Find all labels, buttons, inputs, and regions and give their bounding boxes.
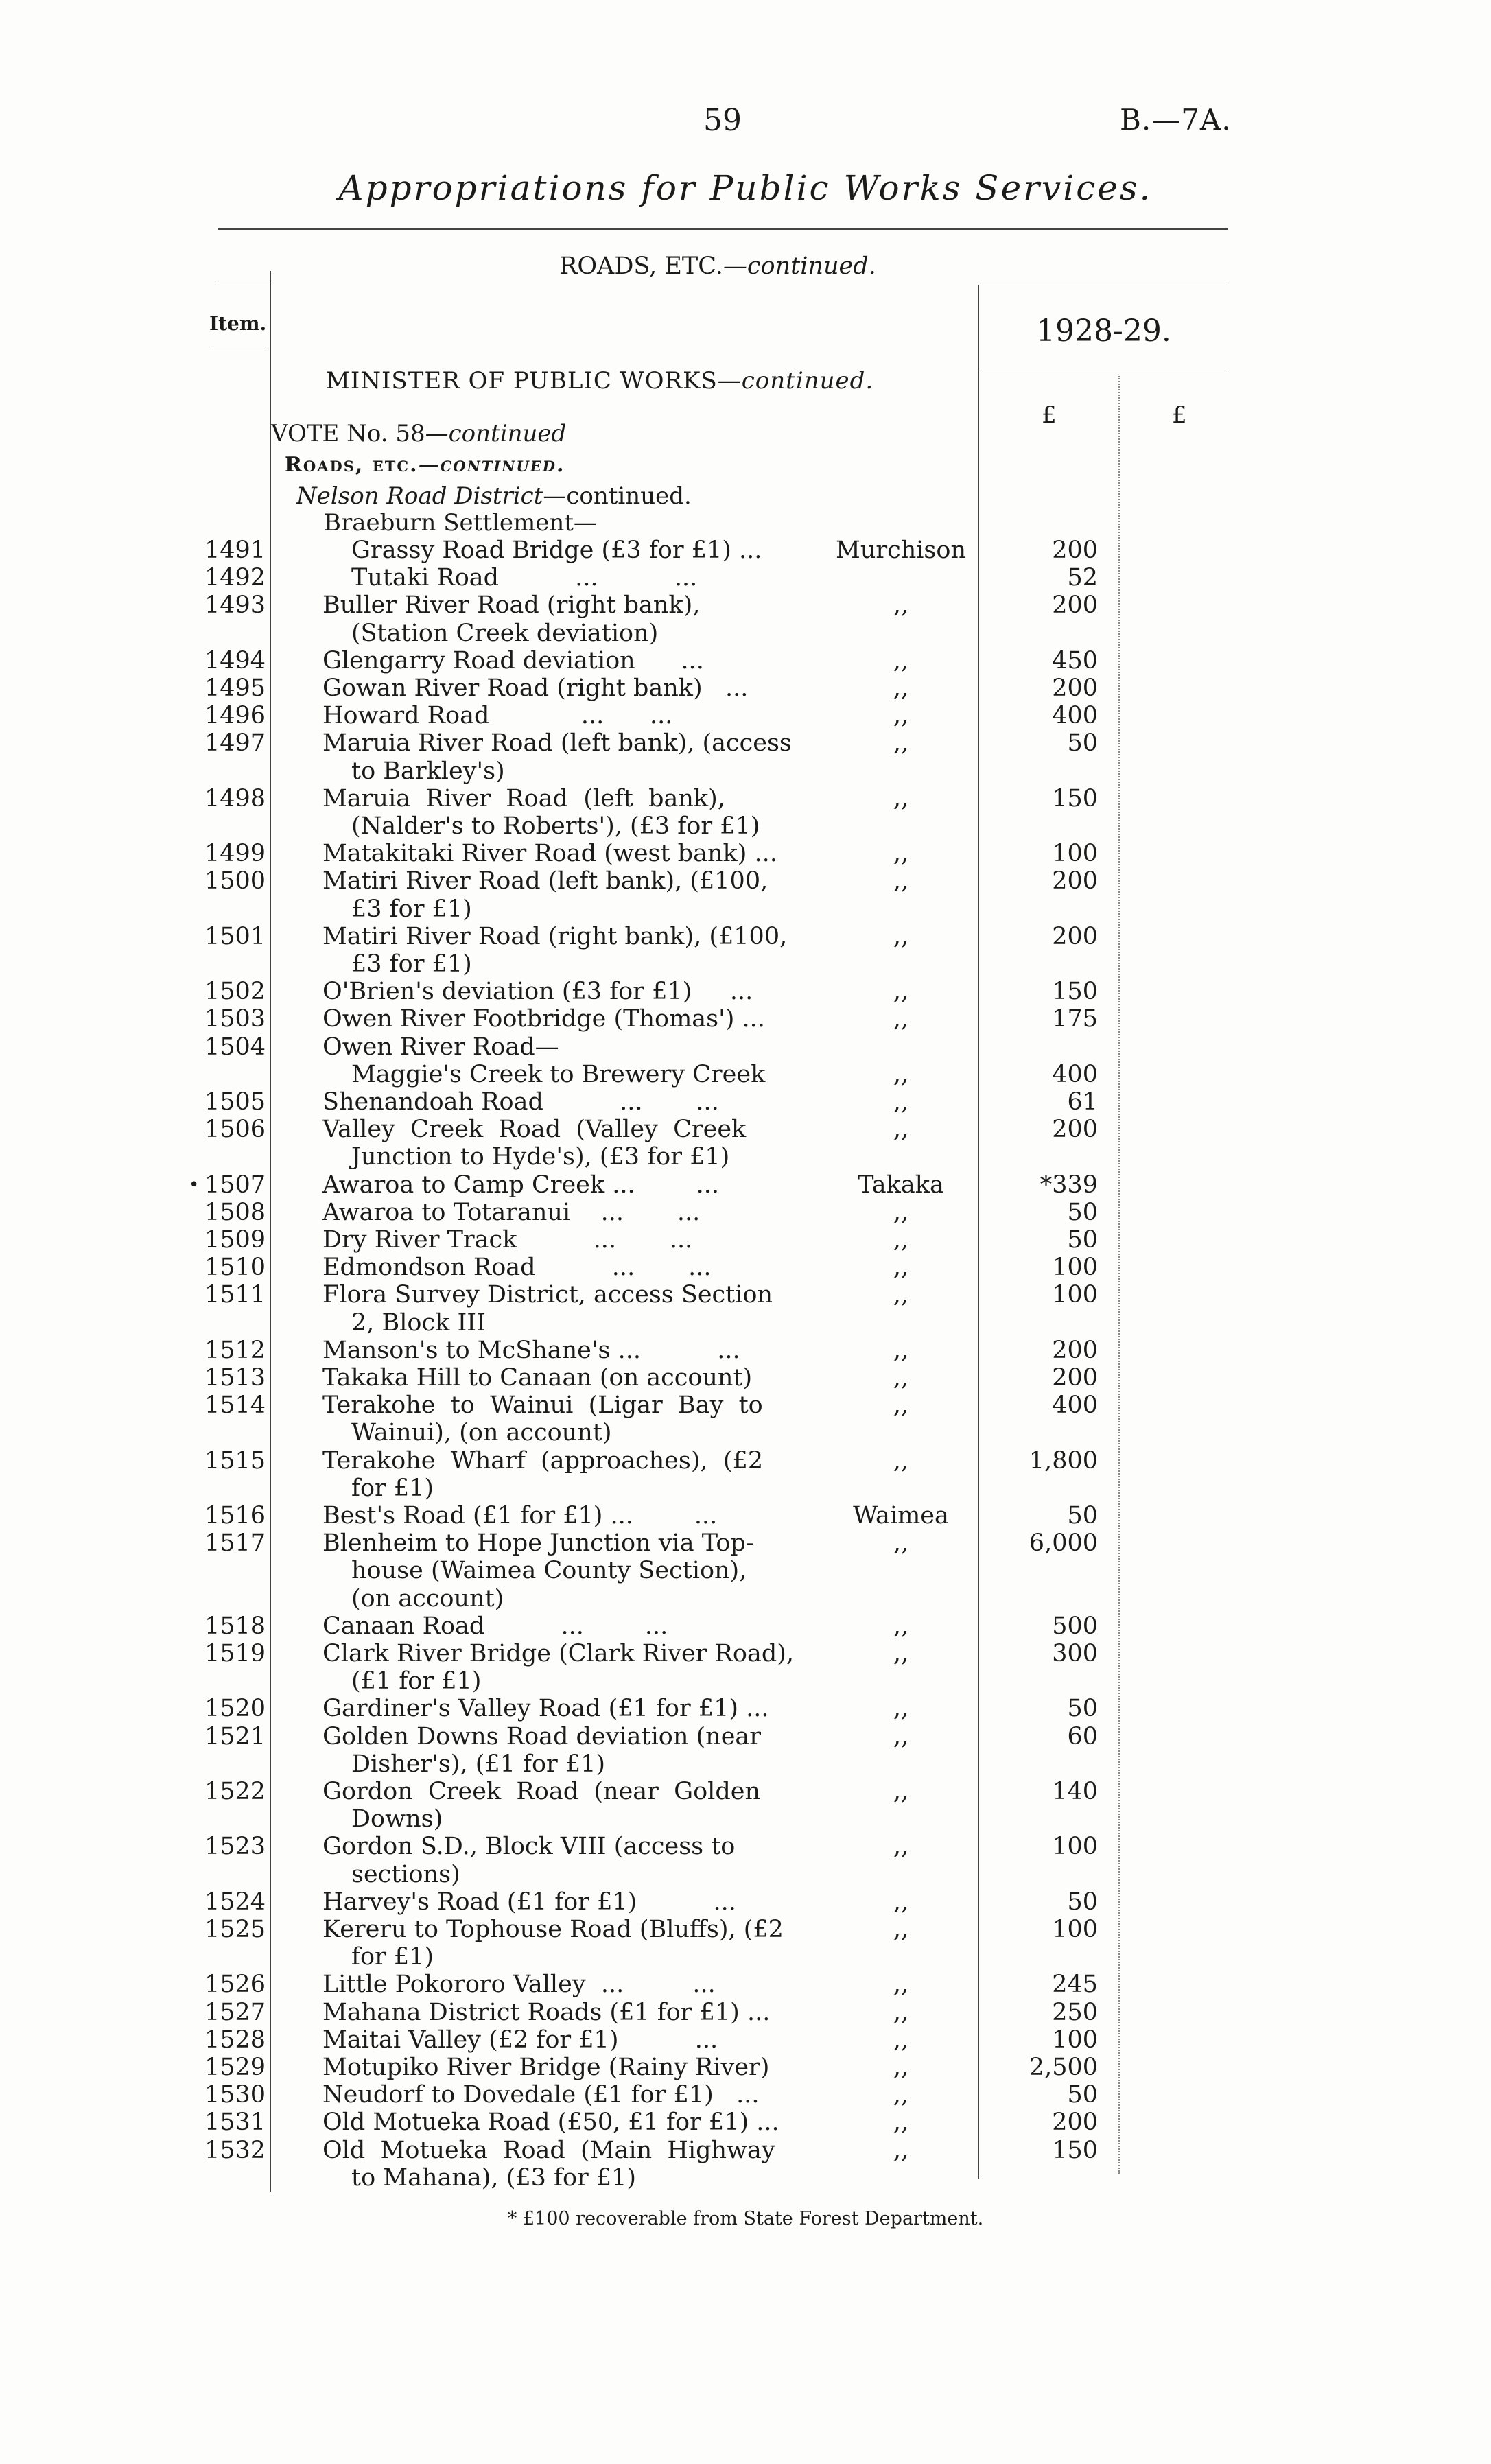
item-column-header: Item. — [209, 312, 267, 335]
item-description: Golden Downs Road deviation (near — [322, 1722, 762, 1750]
item-number: 1494 — [204, 646, 266, 674]
item-amount: 1,800 — [1029, 1446, 1098, 1475]
roads-heading — [285, 453, 565, 477]
item-amount: 100 — [1052, 1281, 1098, 1309]
county-name: ,, — [893, 1254, 909, 1282]
county-name: ,, — [893, 1446, 909, 1475]
county-name: ,, — [893, 2109, 909, 2137]
item-number: 1514 — [204, 1392, 266, 1420]
county-name: ,, — [893, 1088, 909, 1116]
roads-continued: —continued. — [418, 453, 565, 477]
item-number: 1501 — [204, 922, 266, 950]
item-amount: 50 — [1067, 1502, 1098, 1529]
item-number: 1504 — [204, 1033, 266, 1061]
item-amount: 400 — [1052, 1392, 1098, 1420]
item-amount: 100 — [1052, 2026, 1098, 2054]
item-amount: 50 — [1067, 729, 1098, 758]
item-number: 1524 — [204, 1888, 266, 1916]
county-name: ,, — [893, 840, 909, 868]
item-description: Terakohe Wharf (approaches), (£2 — [322, 1446, 764, 1475]
item-number: 1513 — [204, 1364, 266, 1392]
item-description: Shenandoah Road ... ... — [322, 1088, 719, 1116]
item-number: 1493 — [204, 591, 266, 620]
item-amount: 52 — [1067, 564, 1098, 592]
item-amount: *339 — [1040, 1171, 1098, 1199]
item-number: 1508 — [204, 1198, 266, 1226]
item-description-continued: (on account) — [351, 1584, 504, 1612]
minister-heading — [326, 367, 873, 395]
county-name: ,, — [893, 702, 909, 730]
county-name: ,, — [893, 1336, 909, 1364]
item-number: 1529 — [204, 2054, 266, 2081]
item-amount: 200 — [1052, 1336, 1098, 1364]
item-number: 1525 — [204, 1916, 266, 1943]
item-number: 1510 — [204, 1254, 266, 1282]
document-reference: B.—7A. — [1120, 103, 1232, 137]
item-number: 1507 — [204, 1171, 266, 1199]
item-description: O'Brien's deviation (£3 for £1) ... — [322, 978, 753, 1006]
section-title: ROADS, ETC. — [559, 253, 723, 280]
county-name: ,, — [893, 1392, 909, 1420]
top-rule — [218, 228, 1228, 230]
item-number: 1526 — [204, 1971, 266, 1999]
item-description: Maruia River Road (left bank), — [322, 784, 725, 812]
county-name: Takaka — [858, 1171, 944, 1199]
section-continued: —continued. — [723, 253, 876, 280]
item-number: 1512 — [204, 1336, 266, 1364]
item-number: 1499 — [204, 840, 266, 868]
county-name: ,, — [893, 922, 909, 950]
county-name: ,, — [893, 1998, 909, 2026]
county-name: Waimea — [853, 1502, 949, 1529]
item-description: Matiri River Road (right bank), (£100, — [322, 922, 788, 950]
item-amount: 245 — [1052, 1971, 1098, 1999]
item-amount: 200 — [1052, 1116, 1098, 1144]
item-description: Valley Creek Road (Valley Creek — [322, 1116, 747, 1144]
item-description: Clark River Bridge (Clark River Road), — [322, 1640, 795, 1667]
item-description: Matiri River Road (left bank), (£100, — [322, 867, 768, 895]
vote-continued: —continued — [425, 420, 567, 447]
item-number: 1528 — [204, 2026, 266, 2054]
item-amount: 200 — [1052, 1364, 1098, 1392]
item-amount: 2,500 — [1029, 2054, 1098, 2081]
item-amount: 200 — [1052, 2109, 1098, 2137]
item-number: 1516 — [204, 1502, 266, 1529]
item-amount: 150 — [1052, 784, 1098, 812]
item-description: Old Motueka Road (£50, £1 for £1) ... — [322, 2109, 779, 2137]
item-number: 1503 — [204, 1005, 266, 1033]
item-amount: 50 — [1067, 1226, 1098, 1254]
county-name: ,, — [893, 591, 909, 620]
pound-sign-2: £ — [1172, 401, 1187, 429]
item-description-continued: £3 for £1) — [351, 895, 472, 923]
county-name: ,, — [893, 729, 909, 758]
item-description: Grassy Road Bridge (£3 for £1) ... — [351, 537, 762, 564]
vote-title: VOTE No. 58 — [271, 420, 425, 447]
county-name: ,, — [893, 2136, 909, 2164]
item-description: Flora Survey District, access Section — [322, 1281, 773, 1309]
item-description: Blenheim to Hope Junction via Top- — [322, 1529, 754, 1558]
item-description: Little Pokororo Valley ... ... — [322, 1971, 716, 1999]
county-name: ,, — [893, 1005, 909, 1033]
county-name: ,, — [893, 1198, 909, 1226]
county-name: ,, — [893, 978, 909, 1006]
item-description: Neudorf to Dovedale (£1 for £1) ... — [322, 2081, 760, 2109]
item-description: Takaka Hill to Canaan (on account) — [322, 1364, 753, 1392]
county-name: ,, — [893, 646, 909, 674]
page-title: Appropriations for Public Works Services. — [338, 168, 1153, 208]
item-number: 1521 — [204, 1722, 266, 1750]
item-description: Motupiko River Bridge (Rainy River) — [322, 2054, 770, 2081]
item-description-continued: (Nalder's to Roberts'), (£3 for £1) — [351, 812, 760, 840]
county-name: ,, — [893, 1916, 909, 1943]
item-amount: 140 — [1052, 1778, 1098, 1805]
item-number: 1502 — [204, 978, 266, 1006]
item-description-continued: to Barkley's) — [351, 757, 505, 785]
vote-heading — [271, 420, 566, 447]
item-amount: 100 — [1052, 840, 1098, 868]
item-description-continued: to Mahana), (£3 for £1) — [351, 2163, 637, 2192]
item-number: 1515 — [204, 1446, 266, 1475]
item-description: Owen River Footbridge (Thomas') ... — [322, 1005, 765, 1033]
district-name: Nelson Road District — [296, 482, 543, 510]
district-heading — [296, 482, 692, 510]
item-number: 1520 — [204, 1695, 266, 1723]
item-amount: 250 — [1052, 1998, 1098, 2026]
county-name: ,, — [893, 1722, 909, 1750]
item-amount: 200 — [1052, 922, 1098, 950]
item-description: Maitai Valley (£2 for £1) ... — [322, 2026, 718, 2054]
item-amount: 50 — [1067, 1888, 1098, 1916]
item-description: Best's Road (£1 for £1) ... ... — [322, 1502, 718, 1529]
item-description-continued: 2, Block III — [351, 1309, 486, 1337]
item-amount: 100 — [1052, 1916, 1098, 1943]
item-amount: 200 — [1052, 591, 1098, 620]
item-description: Buller River Road (right bank), — [322, 591, 701, 620]
item-description: Gowan River Road (right bank) ... — [322, 674, 749, 702]
item-description-continued: Disher's), (£1 for £1) — [351, 1750, 606, 1778]
item-number: 1518 — [204, 1612, 266, 1640]
subgroup-heading: Braeburn Settlement— — [324, 509, 597, 537]
county-name: ,, — [893, 1281, 909, 1309]
item-description: Old Motueka Road (Main Highway — [322, 2136, 775, 2164]
item-number: 1519 — [204, 1640, 266, 1667]
item-description: Gordon S.D., Block VIII (access to — [322, 1833, 736, 1861]
item-number: 1517 — [204, 1529, 266, 1558]
county-name: ,, — [893, 1060, 909, 1088]
item-description: Tutaki Road ... ... — [351, 564, 698, 592]
item-description: Owen River Road— — [322, 1033, 559, 1061]
item-description-continued: for £1) — [351, 1943, 434, 1971]
county-name: ,, — [893, 1971, 909, 1999]
county-name: ,, — [893, 1888, 909, 1916]
item-amount: 150 — [1052, 2136, 1098, 2164]
item-amount: 500 — [1052, 1612, 1098, 1640]
item-description-continued: Junction to Hyde's), (£3 for £1) — [351, 1143, 730, 1171]
item-amount: 200 — [1052, 537, 1098, 564]
item-amount: 61 — [1067, 1088, 1098, 1116]
item-number: 1500 — [204, 867, 266, 895]
item-description-continued: (Station Creek deviation) — [351, 619, 659, 647]
item-description-continued: for £1) — [351, 1474, 434, 1502]
county-name: ,, — [893, 2081, 909, 2109]
item-number: 1505 — [204, 1088, 266, 1116]
item-description: Maruia River Road (left bank), (access — [322, 729, 792, 758]
item-description: Gordon Creek Road (near Golden — [322, 1778, 761, 1805]
county-name: ,, — [893, 1529, 909, 1558]
county-name: ,, — [893, 1364, 909, 1392]
item-description: Awaroa to Totaranui ... ... — [322, 1198, 701, 1226]
county-name: ,, — [893, 1695, 909, 1723]
item-amount: 50 — [1067, 1198, 1098, 1226]
item-amount: 200 — [1052, 674, 1098, 702]
county-name: ,, — [893, 1833, 909, 1861]
county-name: ,, — [893, 784, 909, 812]
item-description-continued: sections) — [351, 1860, 460, 1888]
item-description: Terakohe to Wainui (Ligar Bay to — [322, 1392, 763, 1420]
item-description: Awaroa to Camp Creek ... ... — [322, 1171, 719, 1199]
roads-title: Roads, etc. — [285, 453, 419, 477]
item-number: 1506 — [204, 1116, 266, 1144]
item-description: Kereru to Tophouse Road (Bluffs), (£2 — [322, 1916, 784, 1943]
footnote: * £100 recoverable from State Forest Department. — [507, 2208, 984, 2229]
county-name: ,, — [893, 2054, 909, 2081]
year-heading: 1928-29. — [1036, 314, 1171, 349]
item-description-continued: Wainui), (on account) — [351, 1419, 612, 1447]
item-amount: 60 — [1067, 1722, 1098, 1750]
item-number: 1511 — [204, 1281, 266, 1309]
margin-bullet: • — [189, 1175, 200, 1195]
county-name: ,, — [893, 1640, 909, 1667]
minister-continued: —continued. — [717, 367, 874, 395]
item-amount: 100 — [1052, 1833, 1098, 1861]
pound-sign-1: £ — [1042, 401, 1057, 429]
item-amount: 150 — [1052, 978, 1098, 1006]
item-description: Howard Road ... ... — [322, 702, 673, 730]
page-number: 59 — [703, 103, 742, 138]
item-number: 1530 — [204, 2081, 266, 2109]
item-description: Canaan Road ... ... — [322, 1612, 668, 1640]
item-number: 1495 — [204, 674, 266, 702]
item-number: 1532 — [204, 2136, 266, 2164]
item-amount: 50 — [1067, 1695, 1098, 1723]
item-amount: 300 — [1052, 1640, 1098, 1667]
item-description: Edmondson Road ... ... — [322, 1254, 712, 1282]
item-number: 1492 — [204, 564, 266, 592]
item-number: 1497 — [204, 729, 266, 758]
item-number: 1531 — [204, 2109, 266, 2137]
county-name: ,, — [893, 1612, 909, 1640]
item-description-continued: Maggie's Creek to Brewery Creek — [351, 1060, 766, 1088]
county-name: ,, — [893, 674, 909, 702]
county-name: ,, — [893, 867, 909, 895]
item-number: 1527 — [204, 1998, 266, 2026]
item-description: Matakitaki River Road (west bank) ... — [322, 840, 777, 868]
item-description-continued: (£1 for £1) — [351, 1667, 482, 1696]
item-description-continued: Downs) — [351, 1805, 443, 1833]
county-name: ,, — [893, 1226, 909, 1254]
county-name: ,, — [893, 2026, 909, 2054]
district-continued: —continued. — [543, 482, 692, 510]
item-number: 1509 — [204, 1226, 266, 1254]
item-number: 1522 — [204, 1778, 266, 1805]
item-description: Glengarry Road deviation ... — [322, 646, 704, 674]
item-number: 1491 — [204, 537, 266, 564]
item-number: 1498 — [204, 784, 266, 812]
item-amount: 100 — [1052, 1254, 1098, 1282]
item-description: Manson's to McShane's ... ... — [322, 1336, 740, 1364]
item-number: 1523 — [204, 1833, 266, 1861]
item-amount: 200 — [1052, 867, 1098, 895]
item-amount: 50 — [1067, 2081, 1098, 2109]
item-description-continued: house (Waimea County Section), — [351, 1557, 747, 1585]
pound-subdivider — [1118, 376, 1120, 2174]
county-name: ,, — [893, 1116, 909, 1144]
county-name: ,, — [893, 1778, 909, 1805]
item-column-divider — [270, 271, 271, 2192]
item-amount: 400 — [1052, 702, 1098, 730]
item-amount: 450 — [1052, 646, 1098, 674]
item-description: Dry River Track ... ... — [322, 1226, 693, 1254]
item-description: Mahana District Roads (£1 for £1) ... — [322, 1998, 771, 2026]
item-number: 1496 — [204, 702, 266, 730]
item-amount: 400 — [1052, 1060, 1098, 1088]
item-description-continued: £3 for £1) — [351, 950, 472, 978]
item-description: Harvey's Road (£1 for £1) ... — [322, 1888, 736, 1916]
item-description: Gardiner's Valley Road (£1 for £1) ... — [322, 1695, 769, 1723]
section-heading — [559, 253, 876, 280]
item-amount: 175 — [1052, 1005, 1098, 1033]
minister-title: MINISTER OF PUBLIC WORKS — [326, 367, 718, 395]
item-amount: 6,000 — [1029, 1529, 1098, 1558]
county-name: Murchison — [835, 537, 967, 564]
